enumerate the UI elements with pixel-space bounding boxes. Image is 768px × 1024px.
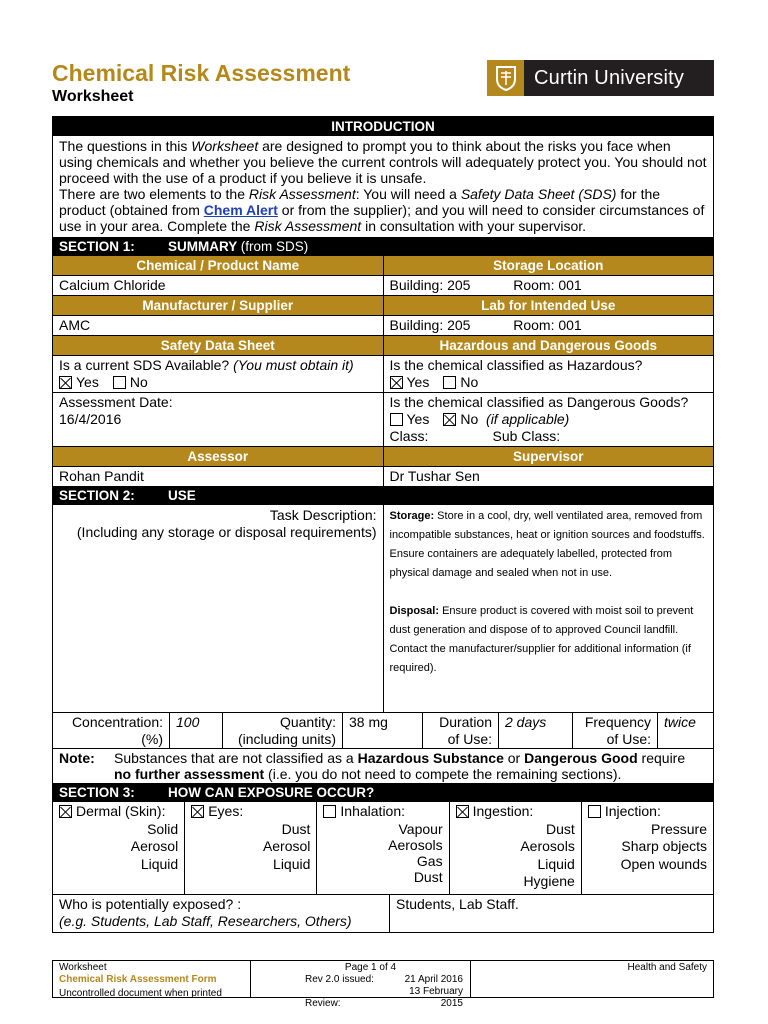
injection-checkbox[interactable]: [588, 805, 601, 818]
eyes-checkbox[interactable]: [191, 805, 204, 818]
sds-question-cell: Is a current SDS Available? (You must obtain it) Yes No: [59, 357, 354, 390]
supervisor-header: Supervisor: [383, 447, 714, 466]
assessment-date-value[interactable]: 16/4/2016: [59, 411, 122, 427]
concentration-label: Concentration: (%): [71, 714, 163, 747]
storage-location-header: Storage Location: [383, 256, 714, 275]
page-footer: Worksheet Chemical Risk Assessment Form Uncontrolled document when printed Page 1 of 4 Rev 2.0 issued: 21 April 2016 Review:13 February 2015 Health and Safety: [52, 960, 714, 998]
intro-paragraph-1: The questions in this Worksheet are designed to prompt you to think about the risks you face when using chemicals and whether you believe the current controls will adequately protect you. You should not proceed with the use of a product if you believe it is unsafe.: [59, 138, 707, 186]
exposed-question-cell: Who is potentially exposed? : (e.g. Students, Lab Staff, Researchers, Others): [59, 896, 352, 929]
storage-location-value[interactable]: Building: 205 Room: 001: [383, 276, 714, 295]
route-dermal: Dermal (Skin): Solid Aerosol Liquid: [53, 802, 184, 894]
intro-paragraph-2: There are two elements to the Risk Assessment: You will need a Safety Data Sheet (SDS) for the product (obtained from Chem Alert or from the supplier); and you will need to consider circumstances of use in your area. Complete the Risk Assessment in consultation with your supervisor.: [59, 186, 705, 234]
assessor-header: Assessor: [53, 447, 383, 466]
frequency-label: Frequency of Use:: [572, 713, 657, 748]
ingestion-checkbox[interactable]: [456, 805, 469, 818]
page-title: Chemical Risk Assessment: [52, 60, 351, 86]
worksheet-form: [52, 116, 714, 933]
dangerous-goods-cell: Is the chemical classified as Dangerous Goods? Yes No (if applicable) Class: Sub Class:: [383, 393, 714, 446]
footer-department: Health and Safety: [627, 962, 707, 973]
task-description-label: Task Description: (Including any storage or disposal requirements): [76, 507, 377, 540]
task-description-value[interactable]: Storage: Store in a cool, dry, well ventilated area, removed from incompatible substances, heat or ignition sources and foodstuffs. Ensure containers are adequately labelled, protected from physical damage and sealed when not in use. Disposal: Ensure product is covered with moist soil to prevent dust generation and dispose of to approved Council landfill. Contact the manufacturer/supplier for additional information (if required).: [383, 505, 714, 712]
exposed-value[interactable]: Students, Lab Staff.: [389, 895, 713, 932]
hazardous-question-cell: Is the chemical classified as Hazardous? Yes No: [383, 356, 714, 392]
chem-name-header: Chemical / Product Name: [53, 256, 383, 275]
lab-value[interactable]: Building: 205 Room: 001: [383, 316, 714, 335]
concentration-value[interactable]: 100: [169, 713, 222, 748]
exposure-routes: [53, 802, 713, 894]
sds-no-checkbox[interactable]: [113, 376, 126, 389]
assessor-value[interactable]: Rohan Pandit: [59, 468, 144, 484]
supervisor-value[interactable]: Dr Tushar Sen: [383, 467, 714, 486]
route-inhalation: Inhalation: Vapour Aerosols Gas Dust: [316, 802, 448, 894]
note-row: Note: Substances that are not classified as a Hazardous Substance or Dangerous Good require no further assessment (i.e. you do not need to compete the remaining sections).: [53, 748, 713, 783]
logo-text: Curtin University: [534, 66, 685, 89]
duration-label: Duration of Use:: [422, 713, 498, 748]
quantity-value[interactable]: 38 mg: [342, 713, 422, 748]
lab-header: Lab for Intended Use: [383, 296, 714, 315]
quantity-label: Quantity: (including units): [222, 713, 342, 748]
assessment-date-cell: Assessment Date: 16/4/2016: [53, 393, 383, 446]
crest-icon: [487, 60, 524, 96]
section1-bar: SECTION 1: SUMMARY (from SDS): [53, 237, 713, 256]
dermal-checkbox[interactable]: [59, 805, 72, 818]
hazardous-no-checkbox[interactable]: [443, 376, 456, 389]
manufacturer-header: Manufacturer / Supplier: [53, 296, 383, 315]
hazardous-yes-checkbox[interactable]: [390, 376, 403, 389]
curtin-logo: [487, 60, 714, 96]
section2-bar: SECTION 2: USE: [53, 486, 713, 505]
page-subtitle: Worksheet: [52, 88, 134, 105]
manufacturer-value[interactable]: AMC: [59, 317, 91, 333]
dg-yes-checkbox[interactable]: [390, 413, 403, 426]
sds-yes-checkbox[interactable]: [59, 376, 72, 389]
duration-value[interactable]: 2 days: [498, 713, 572, 748]
inhalation-checkbox[interactable]: [323, 805, 336, 818]
sds-header: Safety Data Sheet: [53, 336, 383, 355]
route-injection: Injection: Pressure Sharp objects Open wounds: [581, 802, 713, 894]
chem-name-value[interactable]: Calcium Chloride: [59, 277, 166, 293]
hazardous-dg-header: Hazardous and Dangerous Goods: [383, 336, 714, 355]
frequency-value[interactable]: twice: [657, 713, 713, 748]
chem-alert-link[interactable]: Chem Alert: [203, 202, 278, 218]
route-ingestion: Ingestion: Dust Aerosols Liquid Hygiene: [449, 802, 581, 894]
intro-bar: INTRODUCTION: [53, 117, 713, 136]
section3-bar: SECTION 3: HOW CAN EXPOSURE OCCUR?: [53, 783, 713, 802]
route-eyes: Eyes: Dust Aerosol Liquid: [184, 802, 316, 894]
dg-no-checkbox[interactable]: [443, 413, 456, 426]
intro-text: [53, 136, 713, 237]
